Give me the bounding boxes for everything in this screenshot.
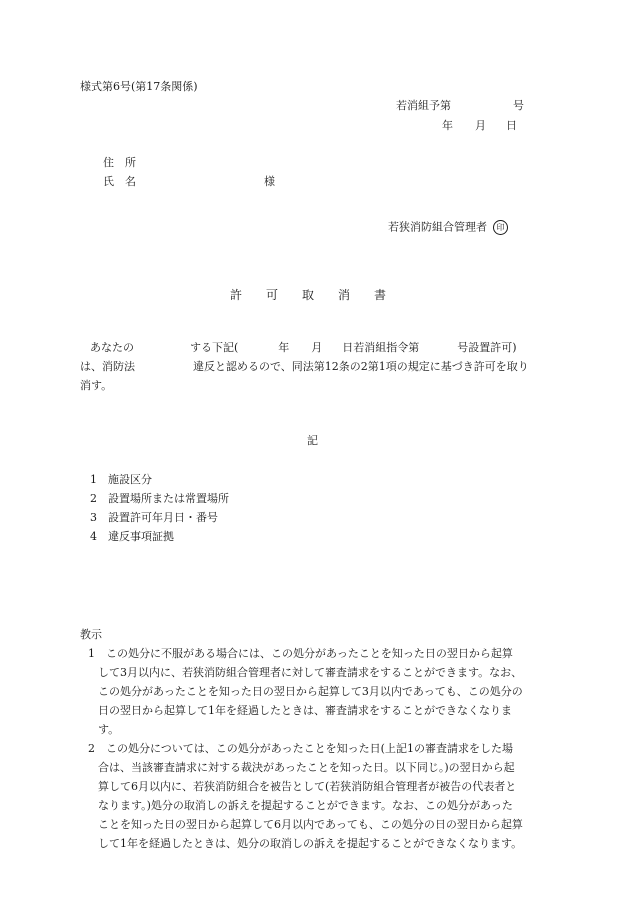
kyoji-line: なります。)処分の取消しの訴えを提起することができます。なお、この処分があった xyxy=(98,799,513,812)
body-line-1: あなたの する下記( 年 月 日若消組指令第 号設置許可) xyxy=(90,341,517,354)
recipient-name xyxy=(103,175,275,189)
kyoji-heading: 教示 xyxy=(80,628,102,641)
doc-number-prefix: 若消組予第 xyxy=(396,99,451,112)
date-year: 年 xyxy=(442,119,453,132)
date-month: 月 xyxy=(475,119,486,132)
kyoji-line: 合は、当該審査請求に対する裁決があったことを知った日。以下同じ。)の翌日から起 xyxy=(98,761,515,774)
seal-stamp: 印 xyxy=(493,220,508,235)
list-item: 4 違反事項証拠 xyxy=(90,530,174,543)
kyoji-line: 算して6月以内に、若狭消防組合を被告として(若狭消防組合管理者が被告の代表者と xyxy=(98,780,517,793)
kyoji-line: 1 この処分に不服がある場合には、この処分があったことを知った日の翌日から起算 xyxy=(88,647,513,660)
kyoji-line: 日の翌日から起算して1年を経過したときは、審査請求をすることができなくなりま xyxy=(98,704,512,717)
doc-number xyxy=(396,99,524,113)
kyoji-line: この処分があったことを知った日の翌日から起算して3月以内であっても、この処分の xyxy=(98,685,523,698)
kyoji-line: す。 xyxy=(98,723,120,736)
doc-number-suffix: 号 xyxy=(513,99,524,112)
form-label: 様式第6号(第17条関係) xyxy=(80,80,198,93)
kyoji-line: 2 この処分については、この処分があったことを知った日(上記1の審査請求をした場 xyxy=(88,742,513,755)
address-label: 住 所 xyxy=(103,156,136,169)
list-item: 3 設置許可年月日・番号 xyxy=(90,511,218,524)
date-day: 日 xyxy=(506,119,517,132)
honorific: 様 xyxy=(264,175,275,188)
body-line-2: は、消防法 違反と認めるので、同法第12条の2第1項の規定に基づき許可を取り xyxy=(80,360,529,373)
kyoji-line: ことを知った日の翌日から起算して6月以内であっても、この処分の日の翌日から起算 xyxy=(98,818,523,831)
ki-label: 記 xyxy=(307,434,318,447)
issue-date xyxy=(442,119,517,133)
document-title: 許 可 取 消 書 xyxy=(230,288,387,302)
body-line-3: 消す。 xyxy=(80,379,113,392)
issuer-title: 若狭消防組合管理者 xyxy=(388,220,487,234)
issuer xyxy=(388,220,508,235)
kyoji-line: して3月以内に、若狭消防組合管理者に対して審査請求をすることができます。なお、 xyxy=(98,666,523,679)
name-label: 氏 名 xyxy=(103,175,136,188)
list-item: 1 施設区分 xyxy=(90,473,152,486)
list-item: 2 設置場所または常置場所 xyxy=(90,492,229,505)
kyoji-line: して1年を経過したときは、処分の取消しの訴えを提起することができなくなります。 xyxy=(98,837,523,850)
